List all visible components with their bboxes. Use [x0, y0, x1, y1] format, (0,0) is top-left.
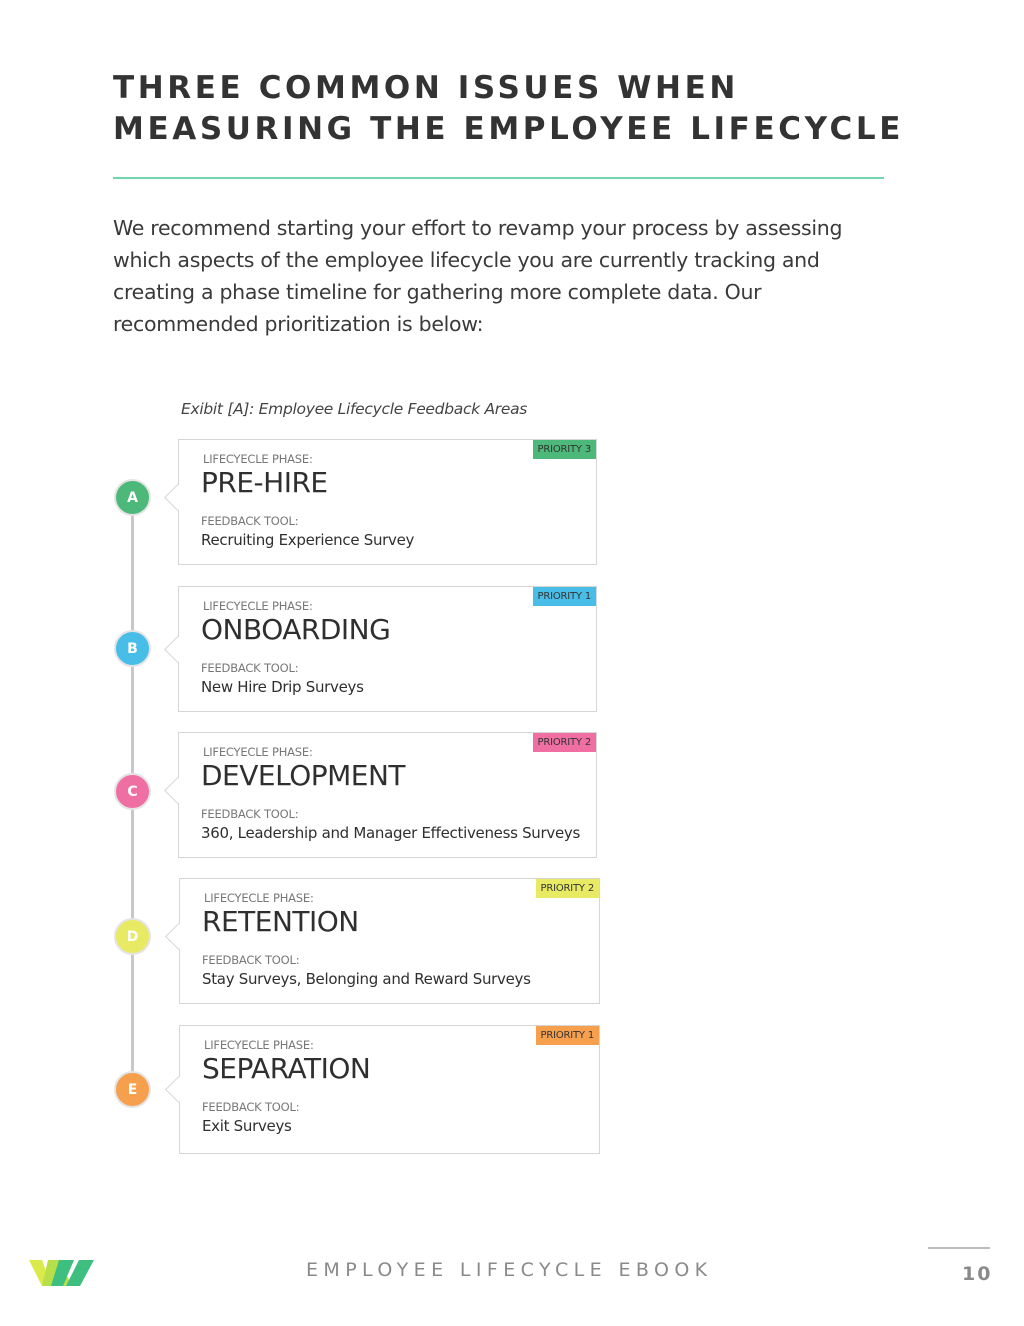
priority-badge: PRIORITY 1 — [536, 1026, 599, 1045]
timeline-node-a: A — [114, 479, 151, 516]
page-number: 10 — [962, 1263, 993, 1285]
tool-label: FEEDBACK TOOL: — [202, 1100, 300, 1114]
tool-label: FEEDBACK TOOL: — [201, 514, 299, 528]
priority-badge: PRIORITY 3 — [533, 440, 596, 459]
phase-card-separation — [179, 1025, 600, 1154]
phase-card-pre-hire — [178, 439, 597, 565]
phase-card-onboarding — [178, 586, 597, 712]
footer-title: EMPLOYEE LIFECYCLE EBOOK — [306, 1259, 713, 1281]
tool-name: New Hire Drip Surveys — [201, 678, 364, 696]
phase-label: LIFECYECLE PHASE: — [204, 891, 314, 905]
timeline-node-b: B — [114, 630, 151, 667]
card-pointer — [164, 777, 191, 804]
intro-paragraph: We recommend starting your effort to revamp your process by assessing which aspects of the employee lifecycle you are currently tracking and creating a phase timeline for gathering more complete data. Our recommended prioritization is below: — [113, 216, 843, 336]
tool-label: FEEDBACK TOOL: — [201, 807, 299, 821]
tool-name: 360, Leadership and Manager Effectiveness Surveys — [201, 824, 580, 842]
title-divider — [113, 177, 884, 179]
card-pointer — [164, 636, 191, 663]
phase-card-development — [178, 732, 597, 858]
exhibit-caption: Exibit [A]: Employee Lifecycle Feedback Areas — [181, 400, 528, 418]
priority-badge: PRIORITY 1 — [533, 587, 596, 606]
phase-card-retention — [179, 878, 600, 1004]
brand-logo-icon — [29, 1258, 95, 1288]
timeline-node-d: D — [114, 918, 151, 955]
page-title — [113, 68, 913, 150]
phase-name: RETENTION — [202, 905, 359, 938]
tool-name: Stay Surveys, Belonging and Reward Surveys — [202, 970, 531, 988]
timeline-node-e: E — [114, 1071, 151, 1108]
tool-name: Recruiting Experience Survey — [201, 531, 415, 549]
phase-name: DEVELOPMENT — [201, 759, 406, 792]
tool-label: FEEDBACK TOOL: — [202, 953, 300, 967]
tool-name: Exit Surveys — [202, 1117, 292, 1135]
page-title-line-1: THREE COMMON ISSUES WHEN — [113, 70, 739, 106]
phase-name: PRE-HIRE — [201, 466, 328, 499]
phase-label: LIFECYECLE PHASE: — [203, 599, 313, 613]
phase-label: LIFECYECLE PHASE: — [204, 1038, 314, 1052]
phase-name: ONBOARDING — [201, 613, 391, 646]
priority-badge: PRIORITY 2 — [533, 733, 596, 752]
phase-label: LIFECYECLE PHASE: — [203, 452, 313, 466]
timeline-node-c: C — [114, 773, 151, 810]
priority-badge: PRIORITY 2 — [536, 879, 599, 898]
phase-name: SEPARATION — [202, 1052, 371, 1085]
page-number-divider — [928, 1247, 990, 1249]
card-pointer — [165, 1076, 192, 1103]
page-title-line-2: MEASURING THE EMPLOYEE LIFECYCLE — [113, 111, 905, 147]
card-pointer — [164, 484, 191, 511]
phase-label: LIFECYECLE PHASE: — [203, 745, 313, 759]
tool-label: FEEDBACK TOOL: — [201, 661, 299, 675]
card-pointer — [165, 923, 192, 950]
